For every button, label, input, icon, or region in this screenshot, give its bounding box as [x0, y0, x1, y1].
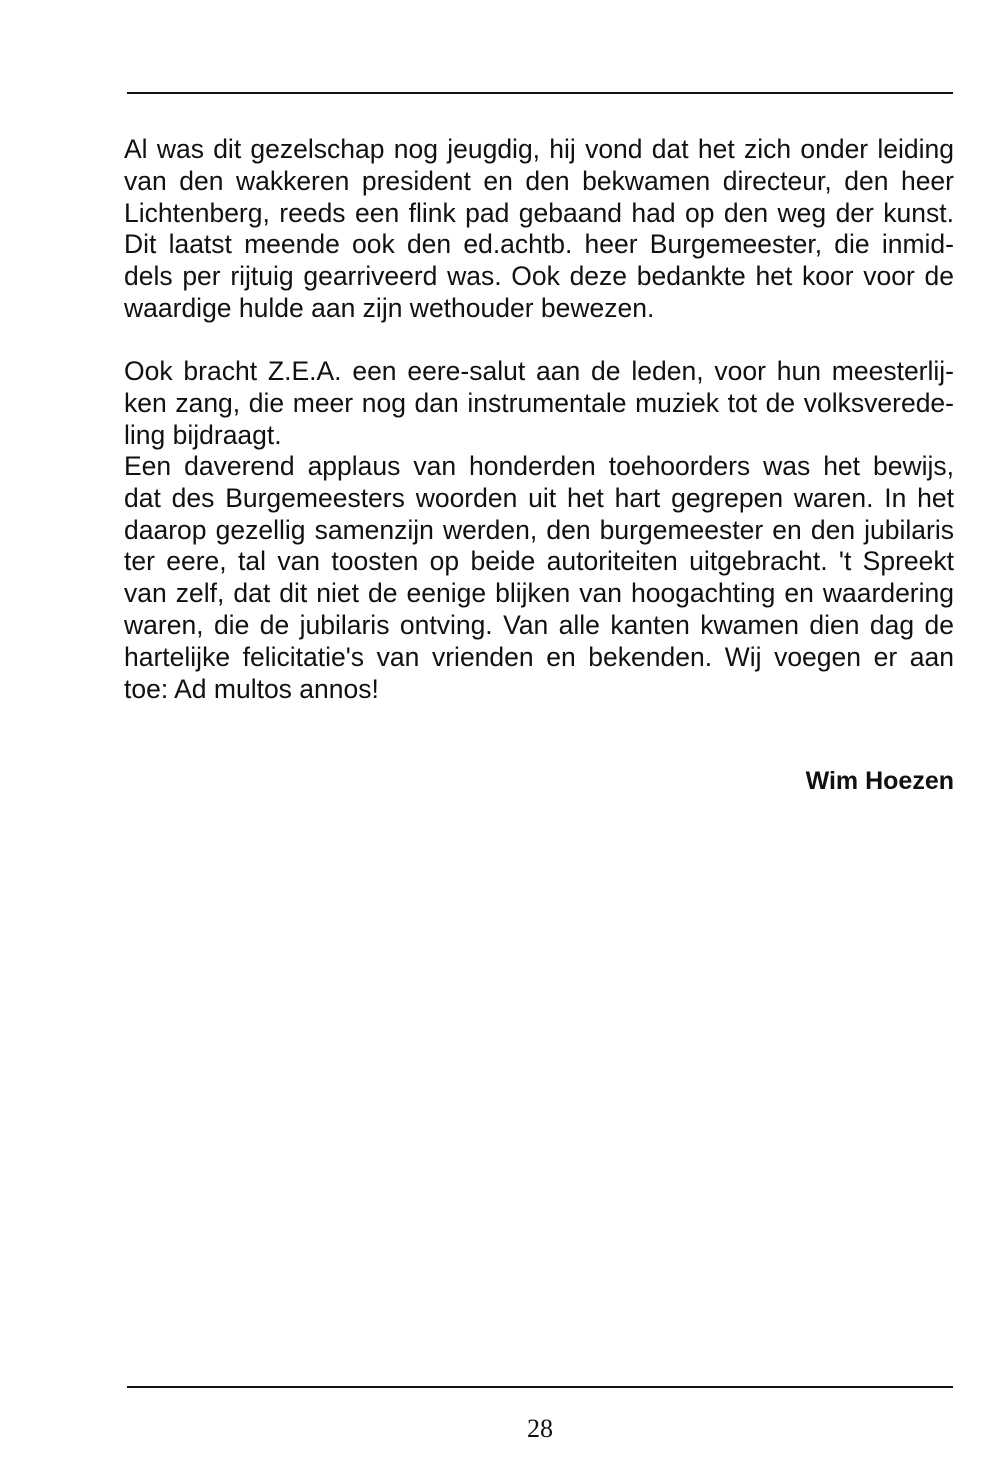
- text-line: hartelijke felicitatie's van vrienden en bekenden. Wij voegen er aan: [124, 641, 954, 672]
- text-line: waren, die de jubilaris ontving. Van alle kanten kwamen dien dag de: [124, 609, 954, 640]
- text-line: ling bijdraagt.: [124, 419, 282, 450]
- author-signature: Wim Hoezen: [805, 767, 954, 795]
- text-line: Dit laatst meende ook den ed.achtb. heer Burgemeester, die inmid-: [124, 229, 954, 260]
- paragraph-3: [124, 451, 954, 705]
- text-line: ken zang, die meer nog dan instrumentale muziek tot de volksverede-: [124, 387, 954, 418]
- text-line: Een daverend applaus van honderden toehoorders was het bewijs,: [124, 451, 954, 481]
- text-line: Al was dit gezelschap nog jeugdig, hij vond dat het zich onder leiding: [124, 134, 954, 164]
- paragraph-2: [124, 356, 954, 451]
- bottom-rule: [127, 1386, 953, 1388]
- paragraph-1: [124, 134, 954, 325]
- text-line: Ook bracht Z.E.A. een eere-salut aan de leden, voor hun meesterlij-: [124, 356, 954, 386]
- page-number: 28: [527, 1414, 553, 1443]
- text-line: van zelf, dat dit niet de eenige blijken van hoogachting en waardering: [124, 578, 954, 609]
- text-line: van den wakkeren president en den bekwamen directeur, den heer: [124, 165, 954, 196]
- text-line: ter eere, tal van toosten op beide autoriteiten uitgebracht. 't Spreekt: [124, 546, 954, 577]
- top-rule: [127, 92, 953, 94]
- text-line: daarop gezellig samenzijn werden, den burgemeester en den jubilaris: [124, 514, 954, 545]
- text-line: dat des Burgemeesters woorden uit het hart gegrepen waren. In het: [124, 482, 954, 513]
- text-line: toe: Ad multos annos!: [124, 673, 379, 704]
- text-line: Lichtenberg, reeds een flink pad gebaand had op den weg der kunst.: [124, 197, 954, 228]
- text-line: dels per rijtuig gearriveerd was. Ook deze bedankte het koor voor de: [124, 261, 954, 292]
- text-line: waardige hulde aan zijn wethouder bewezen.: [124, 292, 655, 323]
